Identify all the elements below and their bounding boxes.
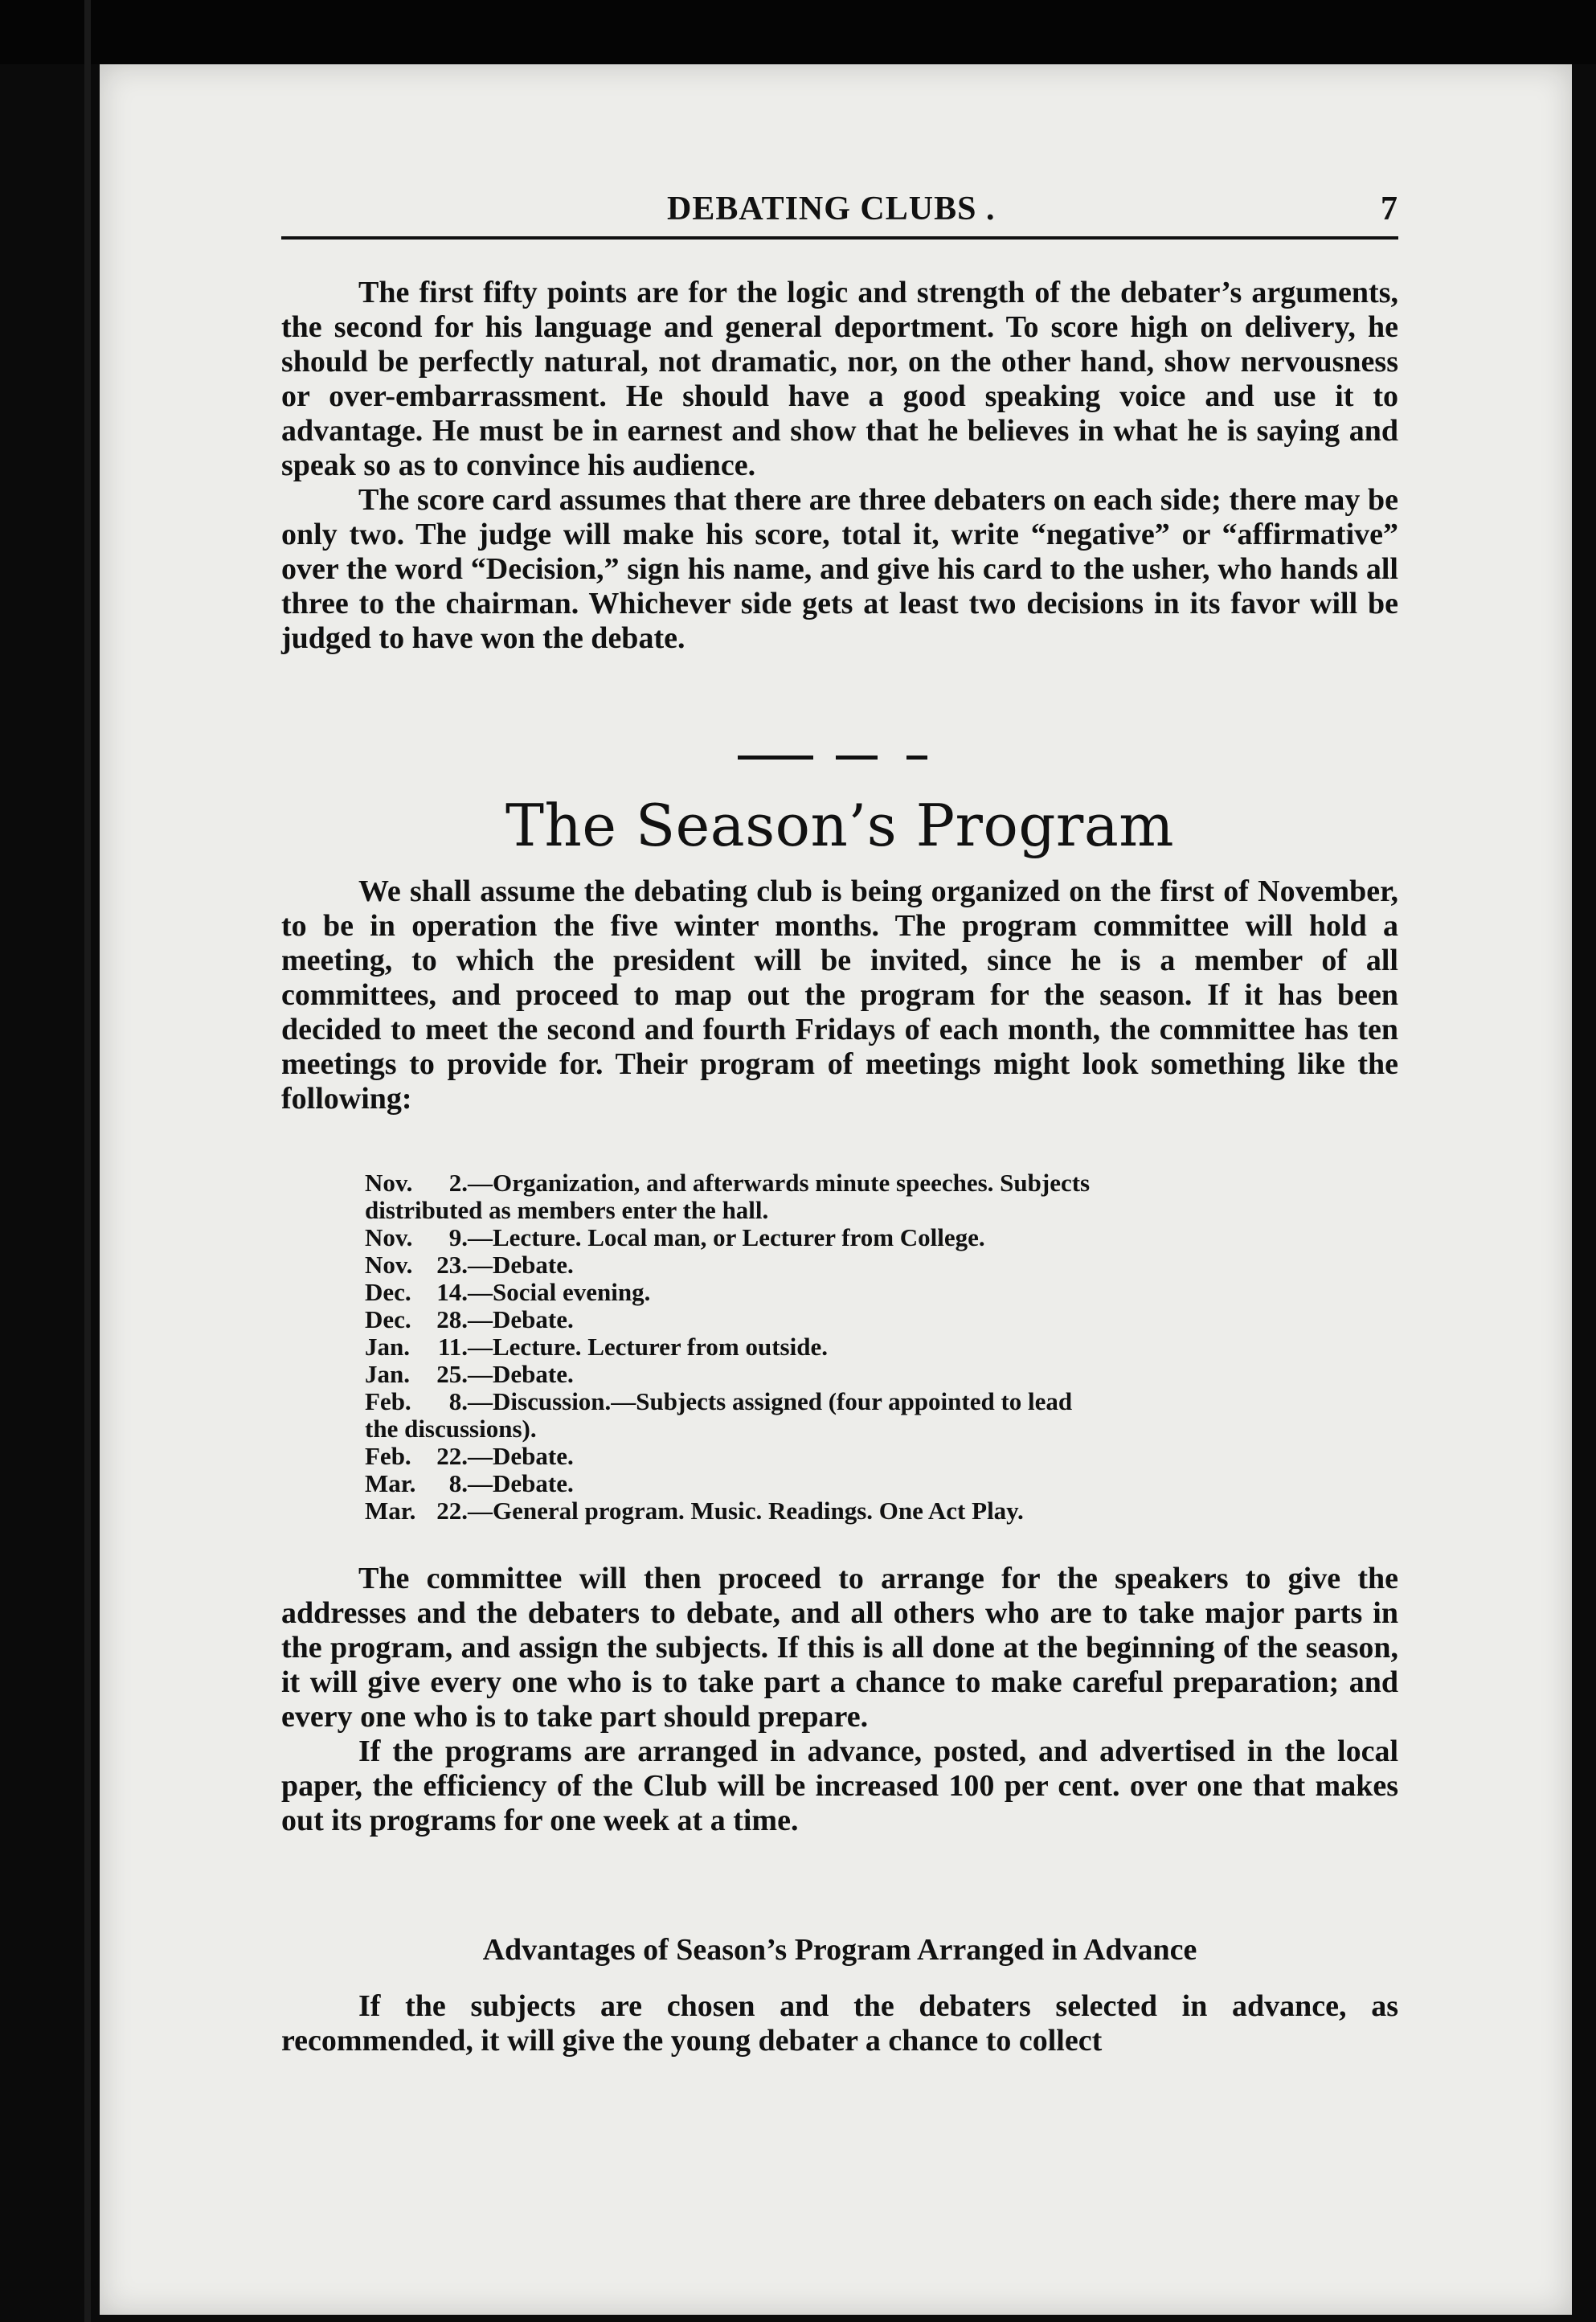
schedule-entry: —Discussion.—Subjects assigned (four appointed to lead [468,1387,1073,1415]
subheading: Advantages of Season’s Program Arranged in Advance [482,1933,1197,1967]
scan-border-top [0,0,1596,64]
schedule-entry: —Lecture. Local man, or Lecturer from College. [468,1223,985,1251]
schedule-month: Feb. [365,1387,411,1415]
score-explanation [281,276,1398,656]
section-title: The Season’s Program [505,792,1175,859]
paragraph-scoring: The first fifty points are for the logic and strength of the debater’s arguments, the second for his language and general deportment. To score high on delivery, he should be perfectly natural, not dramatic, nor, on the other hand, show nervousness or over-embarrassment. He should have a good speaking voice and use it to advantage. He must be in earnest and show that he believes in what he is saying and speak so as to convince his audience. [281,276,1398,482]
schedule-month: Mar. [365,1469,416,1497]
running-head [281,186,1398,243]
schedule-row [365,1251,1345,1279]
paragraph-arrange: The committee will then proceed to arrange for the speakers to give the addresses and the debaters to debate, and all others who are to take major parts in the program, and assign the subjects. If this is all done at the beginning of the season, it will give every one who is to take part a chance to make careful preparation; and every one who is to take part should prepare. [281,1562,1398,1734]
schedule-entry: —Lecture. Lecturer from outside. [468,1333,828,1361]
schedule-row [365,1497,1345,1525]
schedule-entry: —Debate. [468,1469,574,1497]
schedule-month: Dec. [365,1278,411,1306]
schedule-day: 28. [436,1305,468,1333]
scan-border-left [84,0,91,2322]
schedule-day: 22. [436,1442,468,1470]
section-divider-middle [836,756,878,760]
schedule-row [365,1306,1345,1333]
schedule-row [365,1169,1345,1197]
paragraph-advertise: If the programs are arranged in advance, posted, and advertised in the local paper, the efficiency of the Club will be increased 100 per cent. over one that makes out its programs for one week at a time. [281,1734,1398,1837]
header-rule [281,236,1398,240]
schedule-day: 2. [448,1169,468,1197]
schedule-day: 11. [437,1333,468,1361]
schedule-month: Dec. [365,1305,411,1333]
schedule-continuation: distributed as members enter the hall. [365,1196,769,1224]
running-head-title: DEBATING CLUBS . [667,190,996,227]
schedule-month: Jan. [365,1360,410,1388]
schedule-row [365,1388,1345,1415]
schedule-month: Feb. [365,1442,411,1470]
schedule-month: Nov. [365,1169,413,1197]
paragraph-intro: We shall assume the debating club is being organized on the first of November, to be in operation the five winter months. The program committee will hold a meeting, to which the president will be invited, since he is a member of all committees, and proceed to map out the program for the season. If it has been decided to meet the second and fourth Fridays of each month, the committee has ten meetings to provide for. Their program of meetings might look something like the following: [281,874,1398,1116]
schedule-day: 8. [448,1469,468,1497]
schedule-month: Nov. [365,1251,413,1279]
schedule-row [365,1224,1345,1251]
intro-block [281,874,1398,1116]
meeting-schedule [365,1169,1345,1525]
schedule-month: Nov. [365,1223,413,1251]
schedule-day: 8. [448,1387,468,1415]
schedule-entry: —Debate. [468,1360,574,1388]
section-divider-right [906,756,927,760]
section-divider-left [738,756,813,760]
schedule-entry: —Debate. [468,1251,574,1279]
schedule-month: Mar. [365,1497,416,1525]
schedule-entry: —General program. Music. Readings. One Act Play. [468,1497,1024,1525]
schedule-entry: —Organization, and afterwards minute speeches. Subjects [468,1169,1091,1197]
schedule-row [365,1361,1345,1388]
paragraph-score-card: The score card assumes that there are three debaters on each side; there may be only two. The judge will make his score, total it, write “negative” or “affirmative” over the word “Decision,” sign his name, and give his card to the usher, who hands all three to the chairman. Whichever side gets at least two decisions in its favor will be judged to have won the debate. [281,483,1398,655]
schedule-day: 9. [448,1223,468,1251]
schedule-row [365,1443,1345,1470]
schedule-month: Jan. [365,1333,410,1361]
schedule-entry: —Debate. [468,1305,574,1333]
schedule-entry: —Debate. [468,1442,574,1470]
schedule-day: 14. [436,1278,468,1306]
after-schedule-block [281,1562,1398,1838]
schedule-day: 23. [436,1251,468,1279]
schedule-row [365,1279,1345,1306]
schedule-entry: —Social evening. [468,1278,651,1306]
schedule-row [365,1333,1345,1361]
schedule-day: 25. [436,1360,468,1388]
final-block [281,1989,1398,2058]
schedule-continuation: the discussions). [365,1415,537,1443]
schedule-day: 22. [436,1497,468,1525]
schedule-row [365,1470,1345,1497]
page-number: 7 [1381,190,1398,227]
paragraph-last: If the subjects are chosen and the debaters selected in advance, as recommended, it will give the young debater a chance to collect [281,1989,1398,2058]
